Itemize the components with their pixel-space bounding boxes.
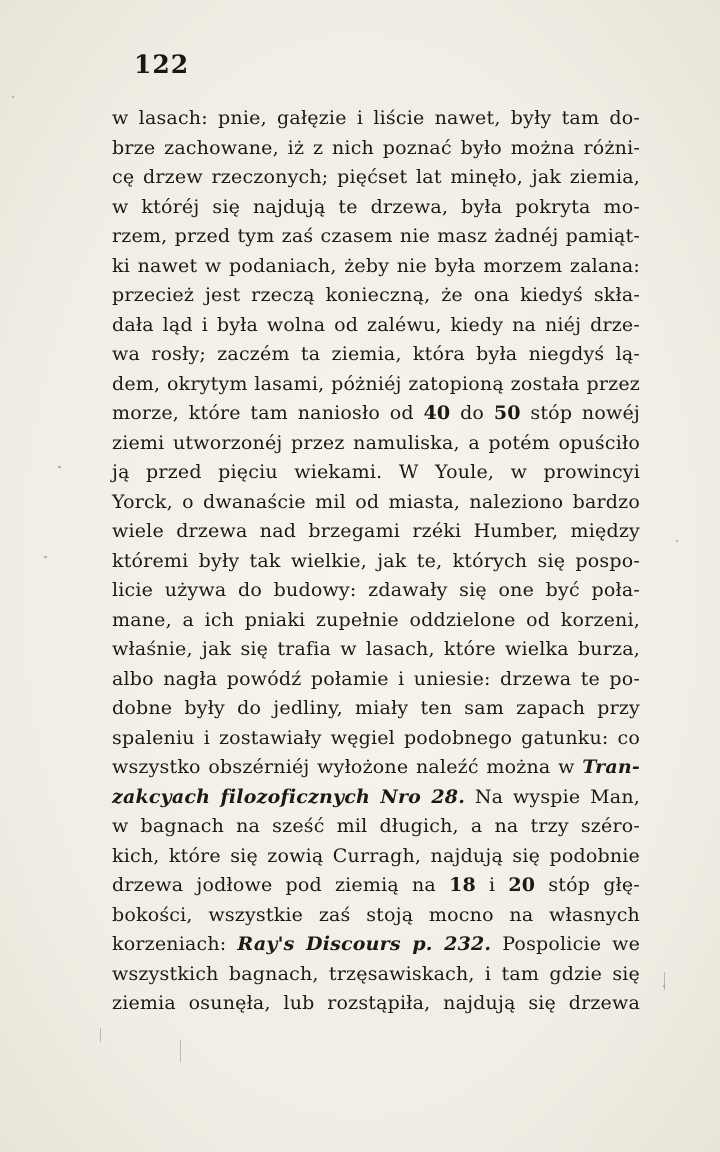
text-segment: 40 <box>423 402 451 424</box>
text-line <box>112 576 640 606</box>
scan-edge-mark <box>664 972 665 990</box>
text-line <box>112 871 640 901</box>
text-segment: zakcyach filozoficznych Nro 28. <box>112 785 466 808</box>
text-segment: drzewa jodłowe pod ziemią na <box>112 874 450 896</box>
text-line <box>112 163 640 193</box>
text-segment: i <box>475 874 509 896</box>
text-segment: wiele drzewa nad brzegami rzéki Humber, między <box>112 520 640 542</box>
text-segment: albo nagła powódź połamie i uniesie: drzewa te po- <box>112 667 640 690</box>
text-segment: licie używa do budowy: zdawały się one być poła- <box>112 579 640 601</box>
text-segment: w lasach: pnie, gałęzie i liście nawet, były tam do- <box>112 107 640 129</box>
text-segment: Yorck, o dwanaście mil od miasta, naleziono bardzo <box>112 490 640 513</box>
text-line <box>112 724 640 754</box>
text-segment: 20 <box>508 874 536 896</box>
text-line <box>112 517 640 547</box>
text-line <box>112 960 640 990</box>
text-segment: przecież jest rzeczą konieczną, że ona kiedyś skła- <box>112 284 640 306</box>
body-text <box>112 104 640 1019</box>
text-line <box>112 252 640 282</box>
text-segment: wszystko obszérniéj wyłożone naleźć można w <box>112 756 583 778</box>
text-line <box>112 281 640 311</box>
text-segment: do <box>450 402 494 424</box>
text-segment: Tran- <box>582 756 640 778</box>
text-segment: dobne były do jedliny, miały ten sam zapach przy <box>112 697 640 719</box>
text-line <box>112 311 640 341</box>
scan-speck <box>676 540 678 542</box>
text-segment: dem, okrytym lasami, póżniéj zatopioną została przez <box>112 372 640 395</box>
text-segment: spaleniu i zostawiały węgiel podobnego gatunku: co <box>112 726 640 749</box>
text-segment: morze, które tam naniosło od <box>112 402 424 424</box>
scan-edge-mark <box>180 1040 181 1062</box>
text-line <box>112 901 640 931</box>
text-segment: wa rosły; zaczém ta ziemia, która była niegdyś lą- <box>112 343 640 365</box>
text-line <box>112 665 640 695</box>
page-number: 122 <box>134 50 190 79</box>
text-line <box>112 134 640 164</box>
text-segment: dała ląd i była wolna od zaléwu, kiedy na niéj drze- <box>112 313 640 336</box>
text-line <box>112 783 640 813</box>
text-segment: Ray's Discours p. 232. <box>237 933 492 955</box>
text-line <box>112 488 640 518</box>
text-segment: wszystkich bagnach, trzęsawiskach, i tam gdzie się <box>112 962 640 985</box>
text-segment: stóp nowéj <box>520 402 640 424</box>
scan-edge-mark <box>100 1028 101 1042</box>
text-segment: korzeniach: <box>112 933 238 955</box>
text-line <box>112 753 640 783</box>
scan-speck <box>58 466 61 468</box>
text-segment: bokości, wszystkie zaś stoją mocno na własnych <box>112 903 640 926</box>
text-line <box>112 694 640 724</box>
text-segment: brze zachowane, iż z nich poznać było można różni- <box>112 136 640 159</box>
text-segment: mane, a ich pniaki zupełnie oddzielone od korzeni, <box>112 608 640 631</box>
text-segment: właśnie, jak się trafia w lasach, które wielka burza, <box>112 638 640 660</box>
text-segment: ją przed pięciu wiekami. W Youle, w prowincyi <box>112 461 640 483</box>
text-line <box>112 340 640 370</box>
text-segment: 18 <box>449 874 476 896</box>
text-line <box>112 930 640 960</box>
scan-speck <box>12 96 14 98</box>
text-segment: ki nawet w podaniach, żeby nie była morzem zalana: <box>112 254 640 277</box>
text-segment: stóp głę- <box>535 874 640 896</box>
text-line <box>112 222 640 252</box>
text-segment: Na wyspie Man, <box>465 785 640 808</box>
text-segment: w któréj się najdują te drzewa, była pokryta mo- <box>112 195 640 218</box>
text-line <box>112 104 640 134</box>
text-line <box>112 193 640 223</box>
text-segment: cę drzew rzeczonych; pięćset lat minęło, jak ziemia, <box>112 166 640 188</box>
text-segment: w bagnach na sześć mil długich, a na trzy széro- <box>112 815 640 837</box>
text-segment: któremi były tak wielkie, jak te, których się pospo- <box>112 549 640 572</box>
text-line <box>112 370 640 400</box>
text-segment: 50 <box>493 402 521 424</box>
text-segment: kich, które się zowią Curragh, najdują się podobnie <box>112 844 640 867</box>
text-line <box>112 429 640 459</box>
text-line <box>112 635 640 665</box>
text-line <box>112 399 640 429</box>
text-segment: ziemi utworzonéj przez namuliska, a potém opuściło <box>112 431 640 454</box>
text-line <box>112 606 640 636</box>
text-segment: Pospolicie we <box>491 933 641 955</box>
text-line <box>112 547 640 577</box>
scan-speck <box>44 556 47 558</box>
text-line <box>112 842 640 872</box>
text-line <box>112 458 640 488</box>
text-segment: ziemia osunęła, lub rozstąpiła, najdują się drzewa <box>112 992 640 1014</box>
text-line <box>112 989 640 1019</box>
text-line <box>112 812 640 842</box>
text-segment: rzem, przed tym zaś czasem nie masz żadnéj pamiąt- <box>112 225 640 247</box>
